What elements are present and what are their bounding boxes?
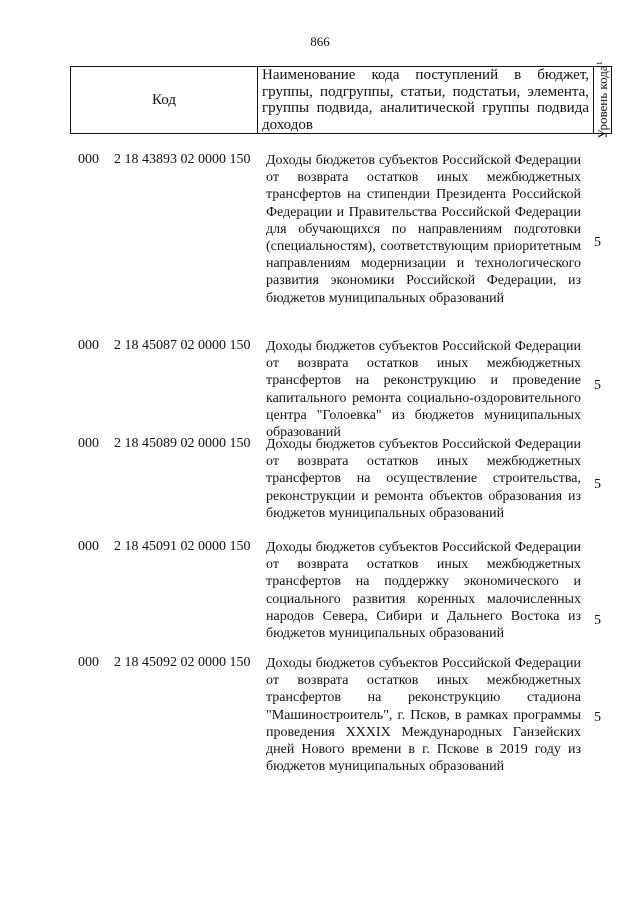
row-name: Доходы бюджетов субъектов Российской Федерации от возврата остатков иных межбюджетных трансфертов на стипендии Президента Российской Федерации и Правительства Российской Федерации для обучающихся по направлениям подготовки (специальностям), соответствующим приоритетным направлениям модернизации и технологического развития экономики Российской Федерации, из бюджетов муниципальных образований bbox=[266, 153, 581, 306]
row-code: 2 18 45092 02 0000 150 bbox=[114, 655, 251, 670]
row-prefix: 000 bbox=[78, 436, 99, 451]
header-level-cell bbox=[594, 61, 611, 139]
row-prefix: 000 bbox=[78, 655, 99, 670]
row-level: 5 bbox=[594, 613, 601, 628]
row-level: 5 bbox=[594, 378, 601, 393]
header-level-text: Уровень кода bbox=[594, 65, 610, 139]
table-header bbox=[70, 61, 612, 139]
row-name: Доходы бюджетов субъектов Российской Федерации от возврата остатков иных межбюджетных трансфертов на реконструкцию и проведение капитального ремонта социально-оздоровительного центра "Голоевка" из бюджетов муниципальных образований bbox=[266, 339, 581, 441]
row-code: 2 18 45087 02 0000 150 bbox=[114, 338, 251, 353]
row-name: Доходы бюджетов субъектов Российской Федерации от возврата остатков иных межбюджетных трансфертов на поддержку экономического и социального развития коренных малочисленных народов Севера, Сибири и Дальнего Востока из бюджетов муниципальных образований bbox=[266, 540, 581, 642]
row-level: 5 bbox=[594, 477, 601, 492]
row-prefix: 000 bbox=[78, 539, 99, 554]
header-level-label bbox=[594, 61, 610, 138]
header-level-footnote: 1 bbox=[594, 61, 604, 66]
row-name: Доходы бюджетов субъектов Российской Федерации от возврата остатков иных межбюджетных трансфертов на осуществление строительства, реконструкции и ремонта объектов образования из бюджетов муниципальных образований bbox=[266, 437, 581, 521]
header-code-label: Код bbox=[152, 91, 176, 108]
page-number: 866 bbox=[310, 34, 330, 49]
row-level: 5 bbox=[594, 235, 601, 250]
row-code: 2 18 45091 02 0000 150 bbox=[114, 539, 251, 554]
header-name-cell bbox=[258, 67, 594, 133]
row-code: 2 18 43893 02 0000 150 bbox=[114, 152, 251, 167]
row-code: 2 18 45089 02 0000 150 bbox=[114, 436, 251, 451]
header-name-label: Наименование кода поступлений в бюджет, группы, подгруппы, статьи, подстатьи, элемента, группы подвида, аналитической группы подвида доходов bbox=[262, 67, 589, 133]
row-name: Доходы бюджетов субъектов Российской Федерации от возврата остатков иных межбюджетных трансфертов на реконструкцию стадиона "Машиностроитель", г. Псков, в рамках программы проведения XXXIX Международных Ганзейских дней Нового времени в г. Пскове в 2019 году из бюджетов муниципальных образований bbox=[266, 656, 581, 775]
row-prefix: 000 bbox=[78, 338, 99, 353]
row-level: 5 bbox=[594, 710, 601, 725]
row-prefix: 000 bbox=[78, 152, 99, 167]
header-code-cell bbox=[71, 67, 258, 133]
